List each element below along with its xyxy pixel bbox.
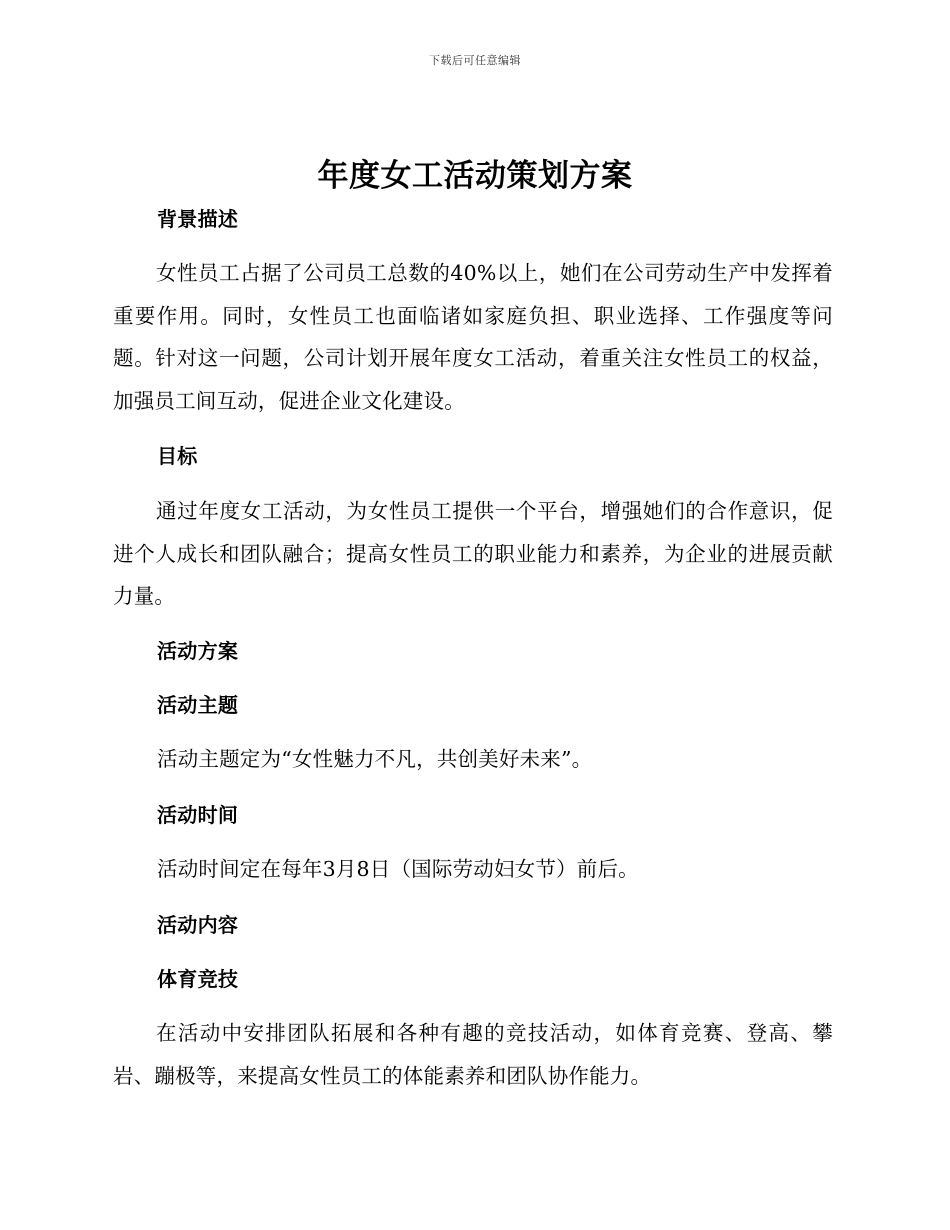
section-heading-background: 背景描述 (157, 207, 239, 231)
section-heading-theme: 活动主题 (157, 693, 239, 717)
section-heading-time: 活动时间 (157, 803, 239, 827)
paragraph-goal: 通过年度女工活动，为女性员工提供一个平台，增强她们的合作意识，促进个人成长和团队融合；提高女性员工的职业能力和素养，为企业的进展贡献力量。 (113, 499, 833, 608)
section-heading-plan: 活动方案 (157, 639, 239, 663)
section-heading-goal: 目标 (157, 444, 198, 468)
section-heading-content: 活动内容 (157, 913, 239, 937)
paragraph-time: 活动时间定在每年3月8日（国际劳动妇女节）前后。 (157, 857, 639, 881)
section-heading-sports: 体育竞技 (157, 967, 239, 991)
header-note: 下载后可任意编辑 (429, 54, 521, 67)
paragraph-sports: 在活动中安排团队拓展和各种有趣的竞技活动，如体育竞赛、登高、攀岩、蹦极等，来提高女性员工的体能素养和团队协作能力。 (113, 1021, 833, 1088)
document-title: 年度女工活动策划方案 (317, 158, 633, 194)
paragraph-background: 女性员工占据了公司员工总数的40%以上，她们在公司劳动生产中发挥着重要作用。同时，女性员工也面临诸如家庭负担、职业选择、工作强度等问题。针对这一问题，公司计划开展年度女工活动，着重关注女性员工的权益，加强员工间互动，促进企业文化建设。 (113, 261, 833, 413)
paragraph-theme: 活动主题定为“女性魅力不凡，共创美好未来”。 (157, 747, 593, 771)
